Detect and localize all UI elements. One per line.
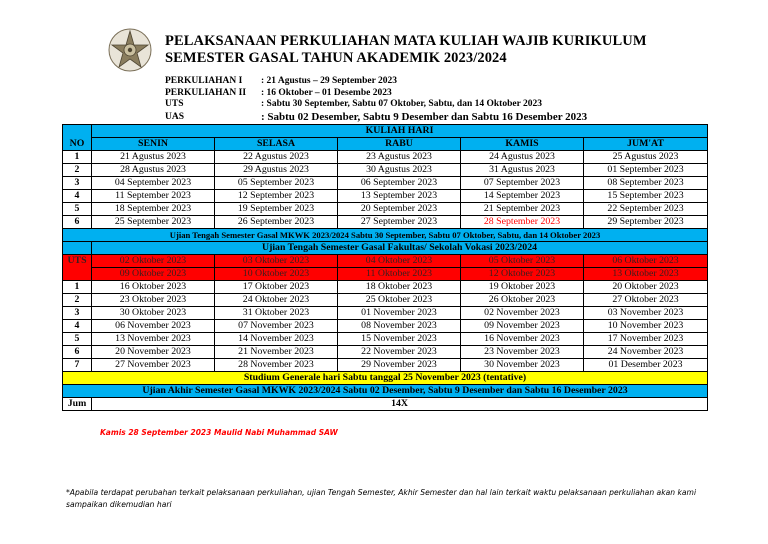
row-number: 1 (63, 281, 92, 294)
uts-cell: 11 Oktober 2023 (338, 268, 461, 281)
uts-row-2 (63, 268, 708, 281)
date-cell: 24 Agustus 2023 (461, 151, 584, 164)
date-cell: 28 September 2023 (461, 216, 584, 229)
title-line-2: SEMESTER GASAL TAHUN AKADEMIK 2023/2024 (165, 50, 507, 66)
date-cell: 13 November 2023 (92, 333, 215, 346)
lecture-block-2 (63, 281, 708, 372)
footnote: *Apabila terdapat perubahan terkait pelaksanaan perkuliahan, ujian Tengah Semester, Akhir Semester dan hal lain terkait waktu pelaksanaan perkuliahan akan kami sampaikan dikemudian hari (66, 488, 697, 509)
row-number: 4 (63, 320, 92, 333)
info-row-perkuliahan-1: PERKULIAHAN I : 21 Agustus – 29 September 2023 (165, 76, 397, 86)
date-cell: 25 Oktober 2023 (338, 294, 461, 307)
day-header-jumat: JUM'AT (584, 138, 708, 151)
table-row (63, 151, 708, 164)
uts-row-1 (63, 255, 708, 268)
row-number: 2 (63, 164, 92, 177)
date-cell: 08 November 2023 (338, 320, 461, 333)
row-number: 6 (63, 216, 92, 229)
date-cell: 17 November 2023 (584, 333, 708, 346)
date-cell: 06 November 2023 (92, 320, 215, 333)
date-cell: 16 November 2023 (461, 333, 584, 346)
date-cell: 27 September 2023 (338, 216, 461, 229)
date-cell: 08 September 2023 (584, 177, 708, 190)
date-cell: 23 November 2023 (461, 346, 584, 359)
no-header: NO (63, 125, 92, 151)
page-title (165, 33, 647, 67)
day-header-senin: SENIN (92, 138, 215, 151)
day-header-row (63, 138, 708, 151)
uas-banner: Ujian Akhir Semester Gasal MKWK 2023/2024 Sabtu 02 Desember, Sabtu 9 Desember dan Sabtu 16 Desember 2023 (63, 385, 708, 398)
date-cell: 20 November 2023 (92, 346, 215, 359)
row-number: 6 (63, 346, 92, 359)
holiday-note: Kamis 28 September 2023 Maulid Nabi Muhammad SAW (100, 428, 338, 437)
date-cell: 19 Oktober 2023 (461, 281, 584, 294)
jum-label: Jum (63, 398, 92, 411)
date-cell: 26 Oktober 2023 (461, 294, 584, 307)
table-row (63, 294, 708, 307)
table-row (63, 320, 708, 333)
date-cell: 21 November 2023 (215, 346, 338, 359)
uts-fakultas-row (63, 242, 708, 255)
uts-cell: 13 Oktober 2023 (584, 268, 708, 281)
date-cell: 30 Oktober 2023 (92, 307, 215, 320)
date-cell: 29 September 2023 (584, 216, 708, 229)
date-cell: 31 Oktober 2023 (215, 307, 338, 320)
date-cell: 07 September 2023 (461, 177, 584, 190)
date-cell: 27 November 2023 (92, 359, 215, 372)
title-line-1: PELAKSANAAN PERKULIAHAN MATA KULIAH WAJIB KURIKULUM (165, 33, 647, 49)
table-row (63, 359, 708, 372)
date-cell: 05 September 2023 (215, 177, 338, 190)
uts-cell: 03 Oktober 2023 (215, 255, 338, 268)
date-cell: 15 November 2023 (338, 333, 461, 346)
date-cell: 14 September 2023 (461, 190, 584, 203)
day-header-kamis: KAMIS (461, 138, 584, 151)
uas-row (63, 385, 708, 398)
date-cell: 27 Oktober 2023 (584, 294, 708, 307)
date-cell: 25 September 2023 (92, 216, 215, 229)
info-row-uts: UTS : Sabtu 30 September, Sabtu 07 Oktober, Sabtu, dan 14 Oktober 2023 (165, 99, 543, 109)
jum-row (63, 398, 708, 411)
table-row (63, 190, 708, 203)
date-cell: 21 Agustus 2023 (92, 151, 215, 164)
date-cell: 18 Oktober 2023 (338, 281, 461, 294)
date-cell: 30 November 2023 (461, 359, 584, 372)
date-cell: 28 Agustus 2023 (92, 164, 215, 177)
date-cell: 26 September 2023 (215, 216, 338, 229)
uts-cell: 04 Oktober 2023 (338, 255, 461, 268)
table-row (63, 203, 708, 216)
studium-row (63, 372, 708, 385)
day-header-rabu: RABU (338, 138, 461, 151)
date-cell: 17 Oktober 2023 (215, 281, 338, 294)
date-cell: 04 September 2023 (92, 177, 215, 190)
uts-mkwk-row (63, 229, 708, 242)
date-cell: 22 September 2023 (584, 203, 708, 216)
date-cell: 24 Oktober 2023 (215, 294, 338, 307)
day-header-selasa: SELASA (215, 138, 338, 151)
uts-cell: 05 Oktober 2023 (461, 255, 584, 268)
date-cell: 15 September 2023 (584, 190, 708, 203)
date-cell: 19 September 2023 (215, 203, 338, 216)
date-cell: 16 Oktober 2023 (92, 281, 215, 294)
uts-cell: 09 Oktober 2023 (92, 268, 215, 281)
date-cell: 18 September 2023 (92, 203, 215, 216)
uts-fakultas-banner: Ujian Tengah Semester Gasal Fakultas/ Sekolah Vokasi 2023/2024 (92, 242, 708, 255)
row-number: 5 (63, 203, 92, 216)
date-cell: 01 November 2023 (338, 307, 461, 320)
uts-cell: 02 Oktober 2023 (92, 255, 215, 268)
uts-mkwk-banner: Ujian Tengah Semester Gasal MKWK 2023/2024 Sabtu 30 September, Sabtu 07 Oktober, Sabtu, dan 14 Oktober 2023 (63, 229, 708, 242)
schedule-table (62, 124, 708, 411)
schedule-info (165, 76, 587, 123)
table-row (63, 333, 708, 346)
date-cell: 01 Desember 2023 (584, 359, 708, 372)
row-number: 3 (63, 307, 92, 320)
table-row (63, 216, 708, 229)
studium-generale-banner: Studium Generale hari Sabtu tanggal 25 November 2023 (tentative) (63, 372, 708, 385)
table-header-row (63, 125, 708, 138)
date-cell: 24 November 2023 (584, 346, 708, 359)
date-cell: 30 Agustus 2023 (338, 164, 461, 177)
table-row (63, 346, 708, 359)
uts-cell: 10 Oktober 2023 (215, 268, 338, 281)
date-cell: 31 Agustus 2023 (461, 164, 584, 177)
row-number: 5 (63, 333, 92, 346)
table-row (63, 164, 708, 177)
row-number: 1 (63, 151, 92, 164)
date-cell: 29 Agustus 2023 (215, 164, 338, 177)
date-cell: 23 Agustus 2023 (338, 151, 461, 164)
date-cell: 14 November 2023 (215, 333, 338, 346)
date-cell: 06 September 2023 (338, 177, 461, 190)
date-cell: 13 September 2023 (338, 190, 461, 203)
date-cell: 22 November 2023 (338, 346, 461, 359)
date-cell: 25 Agustus 2023 (584, 151, 708, 164)
lecture-block-1 (63, 151, 708, 229)
jum-value: 14X (92, 398, 708, 411)
table-row (63, 307, 708, 320)
date-cell: 01 September 2023 (584, 164, 708, 177)
uts-label: UTS (63, 255, 92, 281)
date-cell: 03 November 2023 (584, 307, 708, 320)
table-row (63, 177, 708, 190)
row-number: 3 (63, 177, 92, 190)
university-seal-icon (108, 28, 152, 72)
date-cell: 22 Agustus 2023 (215, 151, 338, 164)
date-cell: 12 September 2023 (215, 190, 338, 203)
date-cell: 29 November 2023 (338, 359, 461, 372)
date-cell: 28 November 2023 (215, 359, 338, 372)
uts-cell: 12 Oktober 2023 (461, 268, 584, 281)
date-cell: 21 September 2023 (461, 203, 584, 216)
row-number: 2 (63, 294, 92, 307)
date-cell: 02 November 2023 (461, 307, 584, 320)
date-cell: 09 November 2023 (461, 320, 584, 333)
info-row-perkuliahan-2: PERKULIAHAN II : 16 Oktober – 01 Desembe 2023 (165, 87, 392, 98)
uts-cell: 06 Oktober 2023 (584, 255, 708, 268)
row-number: 4 (63, 190, 92, 203)
date-cell: 20 September 2023 (338, 203, 461, 216)
date-cell: 10 November 2023 (584, 320, 708, 333)
date-cell: 23 Oktober 2023 (92, 294, 215, 307)
table-row (63, 281, 708, 294)
date-cell: 11 September 2023 (92, 190, 215, 203)
date-cell: 07 November 2023 (215, 320, 338, 333)
date-cell: 20 Oktober 2023 (584, 281, 708, 294)
info-row-uas: UAS : Sabtu 02 Desember, Sabtu 9 Desember dan Sabtu 16 Desember 2023 (165, 110, 588, 123)
row-number: 7 (63, 359, 92, 372)
kuliah-hari-header: KULIAH HARI (92, 125, 708, 138)
